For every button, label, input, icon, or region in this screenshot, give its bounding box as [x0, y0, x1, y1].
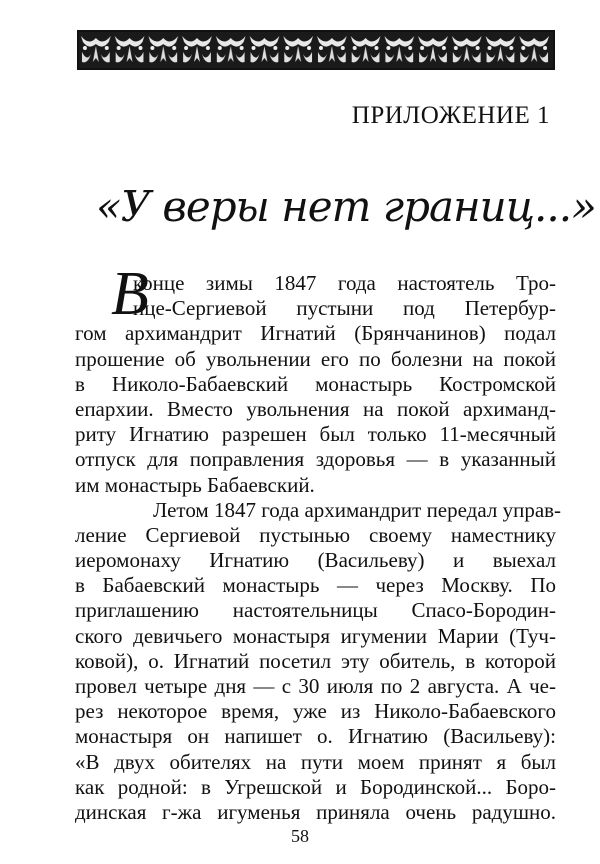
- text-line: епархии. Вместо увольнения на покой архиманд-: [75, 396, 556, 421]
- text-line: в Бабаевский монастырь — через Москву. По: [75, 573, 556, 598]
- text-line: отпуск для поправления здоровья — в указанный: [75, 447, 556, 472]
- drop-cap: В: [111, 260, 149, 328]
- paragraph-2: [75, 497, 562, 825]
- text-line: монастыря он напишет о. Игнатию (Васильеву):: [75, 724, 556, 749]
- decorative-ornament-band: [77, 30, 555, 70]
- text-line: риту Игнатию разрешен был только 11-месячный: [75, 422, 556, 447]
- text-line: приглашению настоятельницы Спасо-Бородин-: [75, 598, 556, 623]
- text-line: рез некоторое время, уже из Николо-Бабаевского: [75, 699, 556, 724]
- page-number: 58: [291, 826, 309, 846]
- text-line: Летом 1847 года архимандрит передал управ-: [153, 497, 562, 522]
- text-line: ление Сергиевой пустынью своему наместнику: [75, 522, 556, 547]
- text-line: провел четыре дня — с 30 июля по 2 августа. А че-: [75, 674, 556, 698]
- text-line: иеромонаху Игнатию (Васильеву) и выехал: [75, 548, 556, 573]
- text-line: им монастырь Бабаевский.: [75, 472, 315, 497]
- text-line: ского девичьего монастыря игумении Марии (Туч-: [75, 623, 556, 648]
- text-line: конце зимы 1847 года настоятель Тро-: [133, 271, 556, 295]
- appendix-heading: ПРИЛОЖЕНИЕ 1: [351, 102, 550, 129]
- text-line: гом архимандрит Игнатий (Брянчанинов) подал: [75, 321, 556, 346]
- chapter-title: «У веры нет границ...»: [96, 182, 596, 231]
- body-text: [75, 260, 562, 825]
- text-line: ковой), о. Игнатий посетил эту обитель, в которой: [75, 648, 556, 673]
- text-line: ице-Сергиевой пустыни под Петербур-: [133, 296, 556, 321]
- text-line: «В двух обителях на пути моем принят я был: [75, 749, 556, 774]
- text-line: динская г-жа игуменья приняла очень радушно.: [75, 799, 556, 824]
- text-line: прошение об увольнении его по болезни на покой: [75, 346, 556, 371]
- floral-ornament-icon: [79, 32, 553, 68]
- text-line: как родной: в Угрешской и Бородинской... Боро-: [75, 774, 556, 799]
- text-line: в Николо-Бабаевский монастырь Костромской: [75, 371, 556, 396]
